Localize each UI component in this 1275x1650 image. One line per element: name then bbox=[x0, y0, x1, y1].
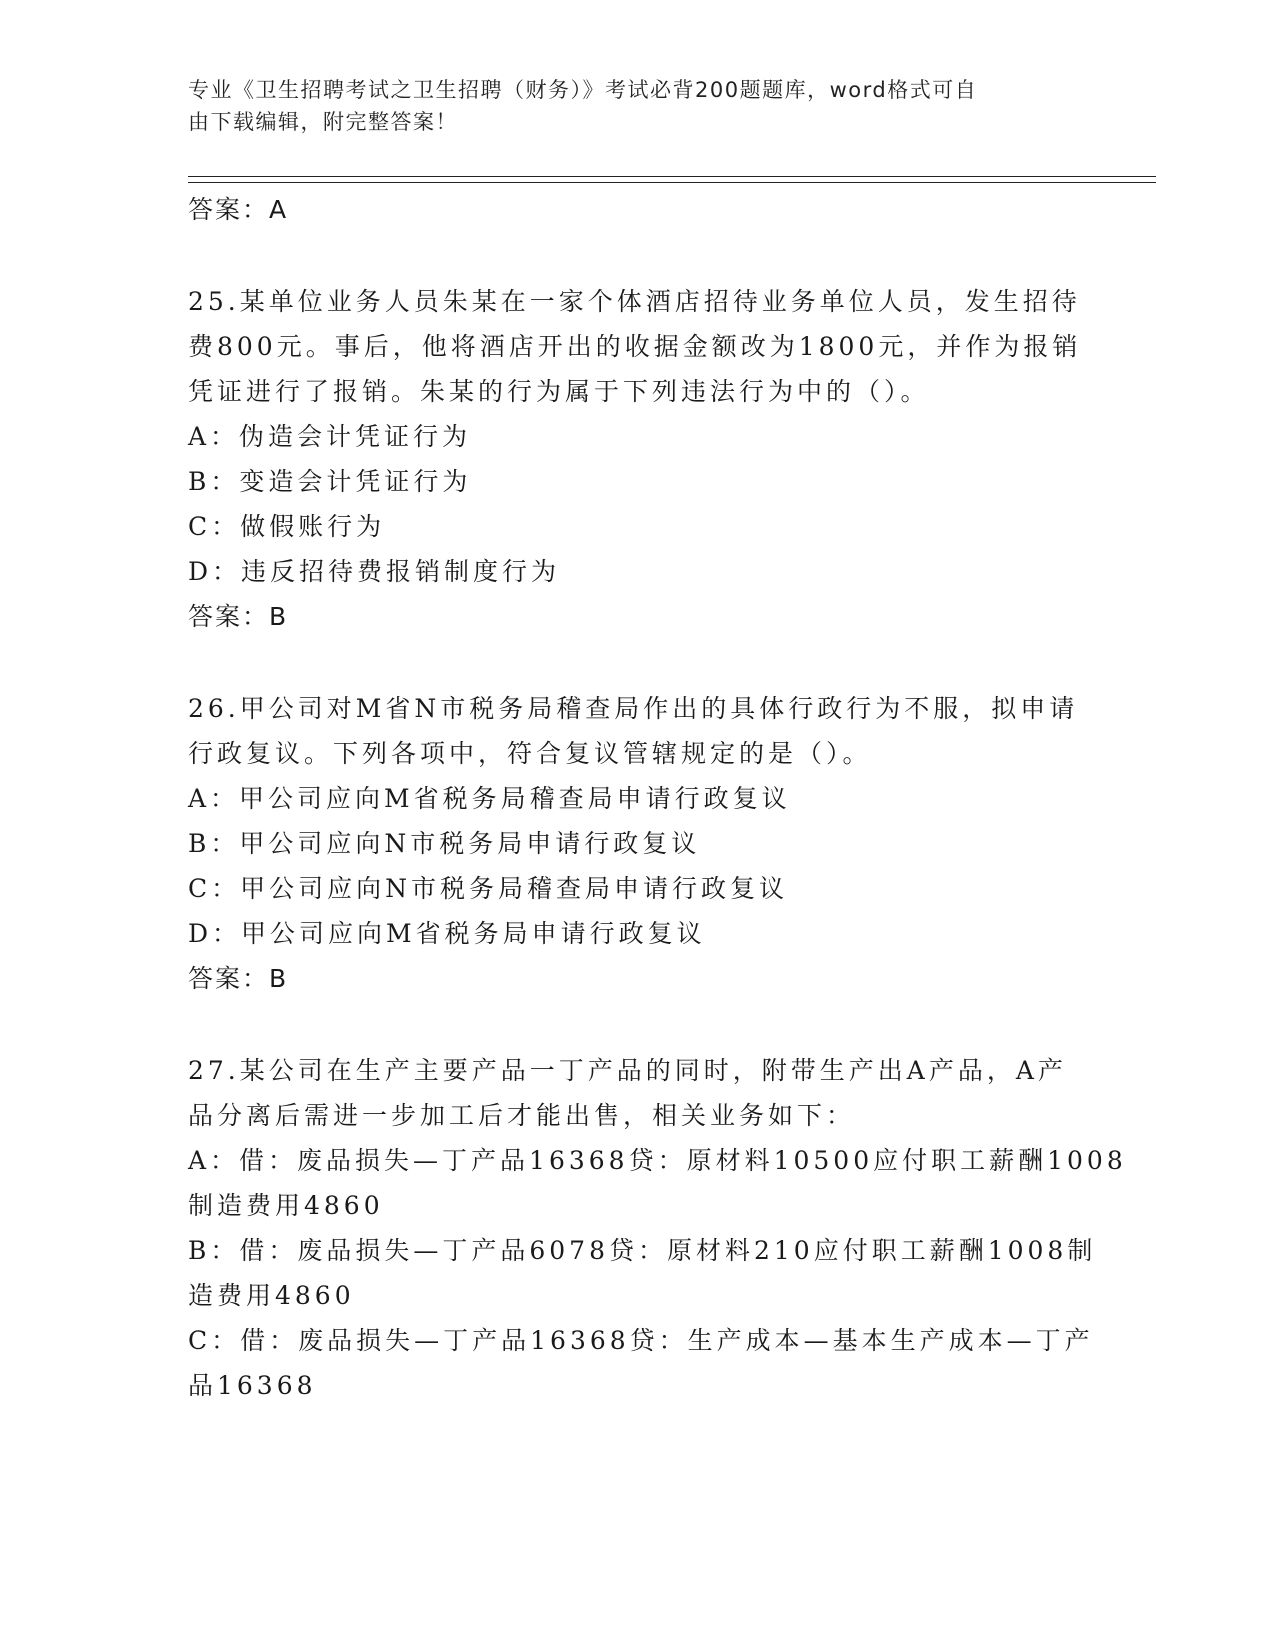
spacer bbox=[188, 1001, 1088, 1048]
option-a: A：甲公司应向M省税务局稽查局申请行政复议 bbox=[188, 784, 791, 813]
answer-line: 答案：B bbox=[188, 964, 289, 993]
question-block bbox=[188, 1048, 1127, 1408]
option-b: B：借：废品损失—丁产品6078贷：原材料210应付职工薪酬1008制 bbox=[188, 1236, 1097, 1265]
question-stem-line: 27.某公司在生产主要产品一丁产品的同时，附带生产出A产品，A产 bbox=[188, 1056, 1067, 1085]
option-b-continued: 造费用4860 bbox=[188, 1281, 355, 1310]
option-a: A：伪造会计凭证行为 bbox=[188, 422, 472, 451]
answer-line: 答案：B bbox=[188, 602, 289, 631]
question-stem-line: 凭证进行了报销。朱某的行为属于下列违法行为中的（）。 bbox=[188, 377, 930, 406]
option-c: C：甲公司应向N市税务局稽查局申请行政复议 bbox=[188, 874, 789, 903]
option-a: A：借：废品损失—丁产品16368贷：原材料10500应付职工薪酬1008 bbox=[188, 1146, 1127, 1175]
question-stem-line: 行政复议。下列各项中，符合复议管辖规定的是（）。 bbox=[188, 739, 872, 768]
option-b: B：变造会计凭证行为 bbox=[188, 467, 472, 496]
question-stem-line: 费800元。事后，他将酒店开出的收据金额改为1800元，并作为报销 bbox=[188, 332, 1082, 361]
header-line-2: 由下载编辑，附完整答案！ bbox=[188, 110, 458, 134]
question-block bbox=[188, 686, 1088, 1001]
question-stem-line: 26.甲公司对M省N市税务局稽查局作出的具体行政行为不服，拟申请 bbox=[188, 694, 1079, 723]
question-stem-line: 25.某单位业务人员朱某在一家个体酒店招待业务单位人员，发生招待 bbox=[188, 287, 1081, 316]
page-header bbox=[188, 74, 1068, 138]
spacer bbox=[188, 639, 1088, 686]
option-c: C：借：废品损失—丁产品16368贷：生产成本—基本生产成本—丁产 bbox=[188, 1326, 1094, 1355]
answer-line: 答案：A bbox=[188, 195, 289, 224]
option-c-continued: 品16368 bbox=[188, 1371, 317, 1400]
document-body bbox=[188, 187, 1127, 1408]
question-stem-line: 品分离后需进一步加工后才能出售，相关业务如下： bbox=[188, 1101, 856, 1130]
option-c: C：做假账行为 bbox=[188, 512, 386, 541]
spacer bbox=[188, 232, 1088, 279]
option-d: D：甲公司应向M省税务局申请行政复议 bbox=[188, 919, 706, 948]
question-block bbox=[188, 279, 1088, 639]
option-d: D：违反招待费报销制度行为 bbox=[188, 557, 561, 586]
option-a-continued: 制造费用4860 bbox=[188, 1191, 384, 1220]
option-b: B：甲公司应向N市税务局申请行政复议 bbox=[188, 829, 701, 858]
header-divider-top bbox=[188, 176, 1156, 177]
header-line-1: 专业《卫生招聘考试之卫生招聘（财务）》考试必背200题题库，word格式可自 bbox=[188, 78, 978, 102]
header-divider-bottom bbox=[188, 182, 1156, 183]
